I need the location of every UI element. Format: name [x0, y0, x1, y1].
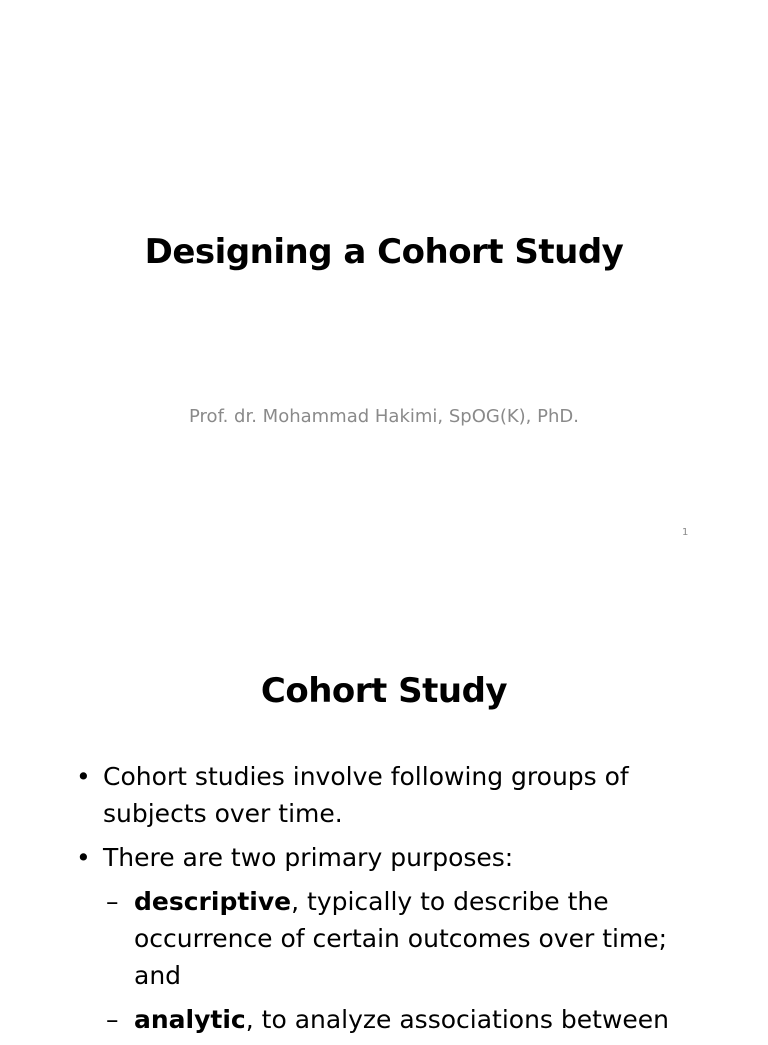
sub-bullet-marker: – [106, 887, 119, 916]
bullet-marker: • [76, 762, 91, 791]
sub-bullet-item [0, 1001, 679, 1038]
slide-subtitle: Prof. dr. Mohammad Hakimi, SpOG(K), PhD. [189, 406, 579, 427]
sub-bullet-marker: – [106, 1005, 119, 1034]
bullet-marker: • [76, 843, 91, 872]
slide-title: Cohort Study [260, 671, 508, 711]
sub-bullet-item [0, 883, 679, 994]
bullet-list [0, 758, 768, 1045]
page-number: 1 [682, 527, 689, 538]
bullet-text: Cohort studies involve following groups of subjects over time. [103, 762, 629, 828]
sub-bullet-text: , to analyze associations between [245, 1005, 670, 1034]
bullet-text: There are two primary purposes: [103, 843, 514, 872]
sub-bullet-keyword: descriptive [134, 887, 292, 916]
sub-bullet-text: , typically to describe the occurrence of certain outcomes over time; and [134, 887, 668, 990]
slide-2 [0, 576, 768, 1034]
bullet-item [0, 758, 673, 832]
sub-bullet-keyword: analytic [134, 1005, 246, 1034]
slide-title: Designing a Cohort Study [144, 232, 624, 272]
bullet-item [0, 839, 673, 876]
